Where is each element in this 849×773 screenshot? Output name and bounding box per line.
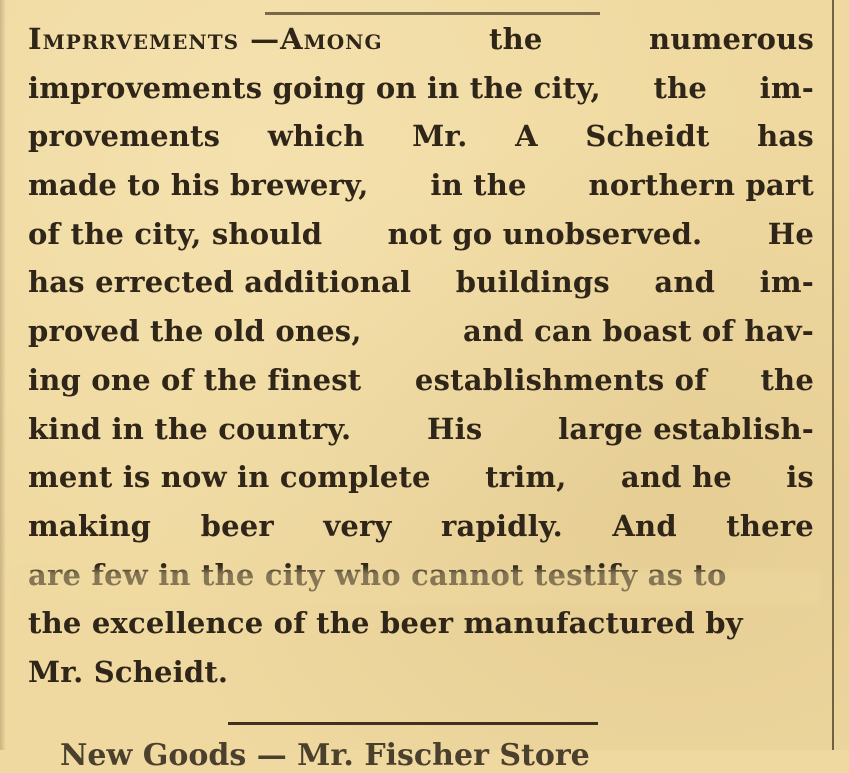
article-text: trim, — [485, 460, 567, 495]
bottom-rule — [228, 722, 598, 725]
article-text: ment is now in complete — [28, 460, 431, 495]
article-line — [28, 71, 814, 120]
article-text: Scheidt — [585, 119, 710, 154]
article-text: and can boast of hav- — [463, 314, 814, 349]
article-text: proved the old ones, — [28, 314, 362, 349]
paper-edge-shadow — [0, 0, 6, 750]
article-line — [28, 314, 814, 363]
article-text: im- — [759, 265, 814, 300]
article-text: rapidly. — [441, 508, 563, 543]
article-line — [28, 655, 814, 704]
article-line — [28, 412, 814, 461]
article-line — [28, 119, 814, 168]
article-text: making — [28, 508, 152, 543]
top-rule — [265, 12, 600, 15]
article-text: A — [515, 119, 538, 154]
article-text: kind in the country. — [28, 411, 352, 446]
article-text: provements — [28, 119, 221, 154]
article-text: made to his brewery, — [28, 168, 369, 203]
article-text: the — [760, 362, 814, 397]
article-line — [28, 168, 814, 217]
article-text: ing one of the finest — [28, 362, 362, 397]
article-line — [28, 606, 814, 655]
article-line — [28, 217, 814, 266]
article-text: the — [653, 70, 707, 105]
article-text: im- — [759, 70, 814, 105]
article-text: the excellence of the beer manufactured by — [28, 606, 743, 641]
article-text: there — [726, 508, 814, 543]
article-text: buildings — [455, 265, 610, 300]
article-text: large establish- — [558, 411, 814, 446]
article-text: which — [267, 119, 365, 154]
article-text: in the — [430, 168, 527, 203]
article-text: and he — [620, 460, 732, 495]
article-line — [28, 265, 814, 314]
article-line — [28, 509, 814, 558]
article-text: and — [654, 265, 716, 300]
article-text: establishments of — [414, 362, 707, 397]
article-text: is — [786, 460, 814, 495]
article-text: Imprrvements —Among — [28, 22, 383, 56]
article-text: of the city, should — [28, 216, 323, 251]
article-text: the — [489, 22, 543, 56]
article-line — [28, 363, 814, 412]
article-line — [28, 22, 814, 71]
article-text: not go unobserved. — [387, 216, 703, 251]
article-text: Mr. — [412, 119, 468, 154]
faded-print-smudge — [20, 570, 820, 606]
article-text: improvements going on in the city, — [28, 70, 601, 105]
column-divider — [832, 0, 834, 750]
article-text: beer — [200, 508, 274, 543]
article-text: has errected additional — [28, 265, 412, 300]
next-article-heading: New Goods — Mr. Fischer Store — [60, 738, 590, 773]
article-text: has — [757, 119, 814, 154]
article-text: Mr. Scheidt. — [28, 654, 229, 689]
article-text: are few in the city who cannot testify as to — [28, 557, 727, 592]
article-text: And — [612, 508, 677, 543]
article-line — [28, 460, 814, 509]
article-text: His — [427, 411, 483, 446]
article-text: He — [767, 216, 814, 251]
article-text: numerous — [649, 22, 814, 56]
article-text: northern part — [588, 168, 814, 203]
article-text: very — [323, 508, 392, 543]
